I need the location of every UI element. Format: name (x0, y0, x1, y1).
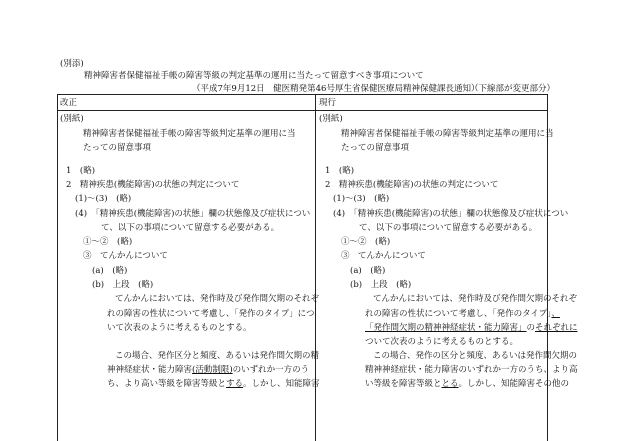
changed-text: それぞれに (535, 323, 578, 333)
text: のいずれか一方のう (232, 365, 310, 375)
paragraph-2-line-2 (107, 366, 309, 375)
paragraph-1-line-4: ついて次表のように考えるものとする。 (365, 337, 519, 347)
paragraph-1-line-1: てんかんにおいては、発作時及び発作間欠期のそれぞ (115, 294, 320, 304)
paragraph-2-line-1: この場合、発作の区分と頻度、あるいは発作間欠期の (373, 351, 578, 361)
paragraph-2-line-3 (107, 380, 320, 389)
changed-text: (活動制限) (192, 365, 233, 375)
paragraph-2-line-3 (365, 380, 569, 389)
item-2-4: (4) 「精神疾患(機能障害)の状態」欄の状態像及び症状につい (333, 209, 569, 219)
section-heading-cont: たっての留意事項 (341, 143, 410, 153)
item-2-1-3: (1)～(3) (略) (75, 194, 132, 204)
item-2: 2 精神疾患(機能障害)の状態の判定について (66, 180, 240, 190)
sub-item-b: (b) 上段 (略) (350, 280, 412, 290)
sub-item-3: ③ てんかんについて (341, 251, 426, 261)
attachment-label: (別紙) (319, 114, 343, 124)
column-header-current: 現行 (319, 98, 337, 108)
changed-text: 「発作間欠期の精神神経症状・能力障害」 (365, 323, 527, 333)
paragraph-1-line-2: れの障害の性状について考慮し、「発作のタイプ」につ (107, 309, 315, 319)
text: の (526, 323, 536, 333)
changed-text: する (226, 379, 244, 389)
text: 。しかし、知能障害その他の (458, 379, 570, 389)
text: い等級を障害等級と (365, 379, 442, 389)
sub-item-b: (b) 上段 (略) (92, 280, 154, 290)
item-1: 1 (略) (66, 166, 96, 176)
notice-reference: （平成7年9月12日 健医精発第46号厚生省保健医療局精神保健課長通知） (192, 84, 480, 94)
item-2: 2 精神疾患(機能障害)の状態の判定について (325, 180, 499, 190)
sub-item-1-2: ①～② (略) (341, 237, 391, 247)
paragraph-1-line-2 (365, 310, 560, 319)
paragraph-1-line-3: いて次表のように考えるものとする。 (107, 323, 252, 333)
paragraph-2-line-2: 精神神経症状・能力障害のいずれか一方のうち、より高 (365, 365, 578, 375)
attachment-label: (別紙) (60, 114, 84, 124)
section-heading: 精神障害者保健福祉手帳の障害等級判定基準の運用に当 (83, 129, 296, 139)
item-2-4-cont: て、以下の事項について留意する必要がある。 (101, 223, 280, 233)
item-2-4-cont: て、以下の事項について留意する必要がある。 (359, 223, 538, 233)
sub-item-a: (a) (略) (92, 266, 128, 276)
paragraph-1-line-3 (365, 324, 578, 333)
text: 神神経症状・能力障害 (107, 365, 193, 375)
appendix-label: (別添) (60, 59, 84, 69)
paragraph-2-line-1: この場合、発作区分と頻度、あるいは発作間欠期の精 (115, 351, 320, 361)
changed-text: とる (441, 379, 459, 389)
column-header-revised: 改正 (60, 98, 78, 108)
sub-item-a: (a) (略) (350, 266, 386, 276)
item-2-1-3: (1)～(3) (略) (333, 194, 390, 204)
section-heading-cont: たっての留意事項 (83, 143, 152, 153)
item-1: 1 (略) (325, 166, 355, 176)
sub-item-1-2: ①～② (略) (83, 237, 133, 247)
text: 。しかし、知能障害 (243, 379, 320, 389)
changed-text: 、 (551, 309, 560, 319)
sub-item-3: ③ てんかんについて (83, 251, 168, 261)
section-heading: 精神障害者保健福祉手帳の障害等級判定基準の運用に当 (341, 129, 554, 139)
text: れの障害の性状について考慮し、「発作のタイプ」 (365, 309, 552, 319)
text: ち、より高い等級を障害等級と (107, 379, 227, 389)
paragraph-1-line-1: てんかんにおいては、発作時及び発作間欠期のそれぞ (373, 294, 578, 304)
item-2-4: (4) 「精神疾患(機能障害)の状態」欄の状態像及び症状につい (75, 209, 311, 219)
change-note: （下線部が変更部分） (470, 84, 556, 94)
document-title: 精神障害者保健福祉手帳の障害等級の判定基準の運用に当たって留意すべき事項について (84, 71, 424, 81)
